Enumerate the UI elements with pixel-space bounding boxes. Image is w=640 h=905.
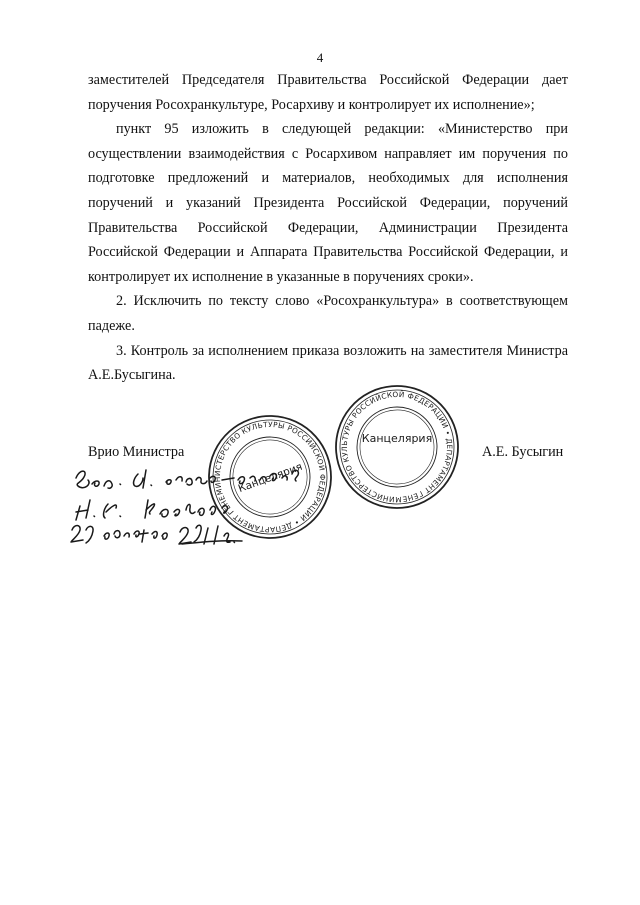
signature-title: Врио Министра bbox=[88, 444, 185, 460]
paragraph-4: 3. Контроль за исполнением приказа возложить на заместителя Министра А.Е.Бусыгина. bbox=[88, 342, 568, 384]
seal-1-ring-text: МИНИСТЕРСТВО КУЛЬТУРЫ РОССИЙСКОЙ ФЕДЕРАЦИИ • ДЕПАРТАМЕНТ ГЕНЕРАЛЬНОГО СЕКРЕТАРИАТА • bbox=[181, 419, 328, 535]
handwritten-note bbox=[62, 456, 362, 546]
signature-name: А.Е. Бусыгин bbox=[482, 444, 564, 460]
paragraph-3: 2. Исключить по тексту слово «Росохранкультура» в соответствующем падеже. bbox=[88, 293, 568, 334]
document-body bbox=[88, 68, 568, 388]
paragraph-2: пункт 95 изложить в следующей редакции: «Министерство при осуществлении взаимодействия с Росархивом направляет им поручения по подготовке предложений и материалов, необходимых для исполнения поручений и указаний Президента Российской Федерации, поручений Правительства Российской Федерации, Администрации Президента Российской Федерации и Аппарата Правительства Российской Федерации, и контролирует их исполнение в указанные в поручениях сроки». bbox=[88, 121, 568, 285]
seal-2-ring-text: МИНИСТЕРСТВО КУЛЬТУРЫ РОССИЙСКОЙ ФЕДЕРАЦИИ • ДЕПАРТАМЕНТ ГЕНЕРАЛЬНОГО СЕКРЕТАРИАТА • bbox=[330, 389, 455, 522]
seal-2-center-text: Канцелярия bbox=[361, 432, 433, 445]
page-number: 4 bbox=[316, 50, 324, 65]
paragraph-1: заместителей Председателя Правительства Российской Федерации дает поручения Росохранкультуре, Росархиву и контролирует их исполнение»; bbox=[88, 72, 568, 113]
seal-1-center-text: Канцелярия bbox=[236, 460, 304, 496]
